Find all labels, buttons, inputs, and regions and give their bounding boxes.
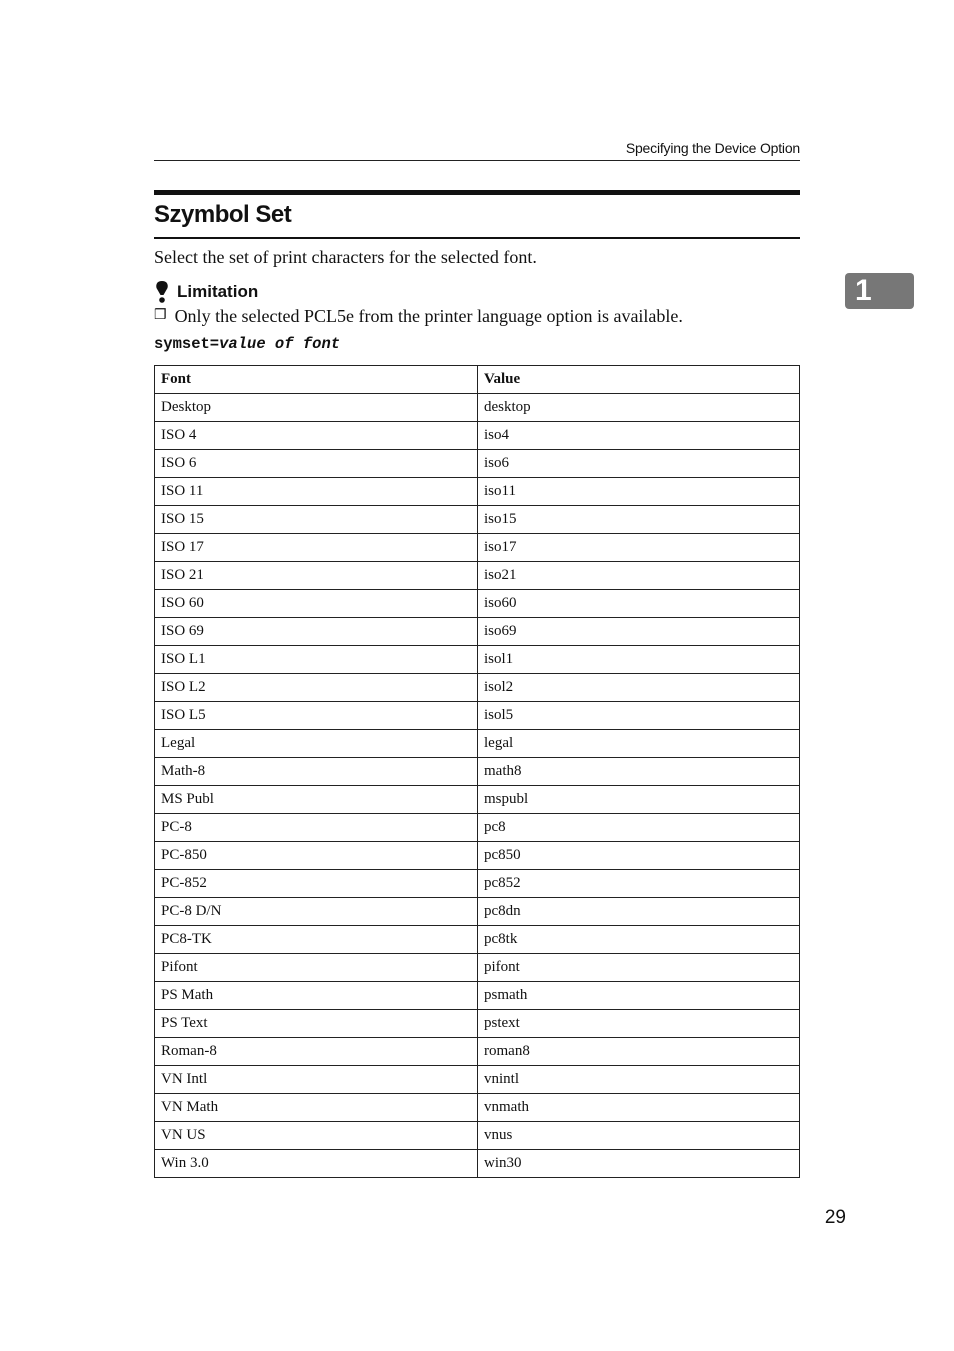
table-row <box>155 478 800 506</box>
table-row <box>155 534 800 562</box>
value-cell: isol1 <box>478 646 800 674</box>
checkbox-icon: ❒ <box>154 308 167 323</box>
value-cell: pstext <box>478 1010 800 1038</box>
font-cell: ISO 6 <box>155 450 478 478</box>
font-cell: ISO L5 <box>155 702 478 730</box>
font-cell: PS Math <box>155 982 478 1010</box>
font-cell: Win 3.0 <box>155 1150 478 1178</box>
table-row <box>155 590 800 618</box>
value-cell: pc8 <box>478 814 800 842</box>
table-row <box>155 1038 800 1066</box>
font-cell: Roman-8 <box>155 1038 478 1066</box>
table-row <box>155 702 800 730</box>
column-header-value: Value <box>478 366 800 394</box>
value-cell: isol2 <box>478 674 800 702</box>
font-cell: PC8-TK <box>155 926 478 954</box>
value-cell: mspubl <box>478 786 800 814</box>
section-title: Szymbol Set <box>154 201 292 228</box>
font-cell: VN US <box>155 1122 478 1150</box>
font-cell: ISO 69 <box>155 618 478 646</box>
running-header-title: Specifying the Device Option <box>625 140 800 156</box>
font-cell: Legal <box>155 730 478 758</box>
table-row <box>155 982 800 1010</box>
limitation-heading <box>154 279 258 305</box>
value-cell: vnmath <box>478 1094 800 1122</box>
symbol-set-table <box>154 365 800 1178</box>
table-row <box>155 1094 800 1122</box>
table-row <box>155 954 800 982</box>
font-cell: ISO L1 <box>155 646 478 674</box>
table-row <box>155 450 800 478</box>
value-cell: iso4 <box>478 422 800 450</box>
font-cell: PC-852 <box>155 870 478 898</box>
chapter-number: 1 <box>855 274 872 307</box>
value-cell: legal <box>478 730 800 758</box>
table-row <box>155 646 800 674</box>
column-header-font: Font <box>155 366 478 394</box>
limitation-item-text: Only the selected PCL5e from the printer language option is available. <box>174 306 683 326</box>
syntax-param: value of font <box>219 335 341 353</box>
font-cell: ISO 4 <box>155 422 478 450</box>
font-cell: ISO 11 <box>155 478 478 506</box>
value-cell: vnintl <box>478 1066 800 1094</box>
font-cell: ISO 15 <box>155 506 478 534</box>
table-row <box>155 674 800 702</box>
table-row <box>155 1150 800 1178</box>
table-row <box>155 786 800 814</box>
font-cell: Pifont <box>155 954 478 982</box>
font-cell: VN Intl <box>155 1066 478 1094</box>
table-row <box>155 394 800 422</box>
table-row <box>155 1066 800 1094</box>
value-cell: iso60 <box>478 590 800 618</box>
font-cell: Math-8 <box>155 758 478 786</box>
table-row <box>155 618 800 646</box>
table-row <box>155 758 800 786</box>
limitation-label: Limitation <box>177 282 259 301</box>
font-cell: MS Publ <box>155 786 478 814</box>
font-cell: Desktop <box>155 394 478 422</box>
chapter-tab <box>845 273 914 309</box>
font-cell: ISO 21 <box>155 562 478 590</box>
table-row <box>155 562 800 590</box>
table-header-row <box>155 366 800 394</box>
table-row <box>155 842 800 870</box>
font-cell: VN Math <box>155 1094 478 1122</box>
value-cell: iso69 <box>478 618 800 646</box>
page-number: 29 <box>824 1207 846 1228</box>
value-cell: math8 <box>478 758 800 786</box>
limitation-item <box>154 304 683 328</box>
value-cell: pc8tk <box>478 926 800 954</box>
value-cell: pifont <box>478 954 800 982</box>
table-row <box>155 814 800 842</box>
font-cell: PS Text <box>155 1010 478 1038</box>
running-header <box>154 138 800 161</box>
title-underline <box>154 237 800 239</box>
value-cell: iso6 <box>478 450 800 478</box>
value-cell: iso17 <box>478 534 800 562</box>
value-cell: iso15 <box>478 506 800 534</box>
section-top-bar <box>154 190 800 195</box>
syntax-prefix: symset= <box>154 335 220 353</box>
table-body <box>155 394 800 1178</box>
syntax-line <box>154 333 340 355</box>
font-cell: ISO L2 <box>155 674 478 702</box>
table-row <box>155 898 800 926</box>
table-row <box>155 1122 800 1150</box>
value-cell: isol5 <box>478 702 800 730</box>
table-row <box>155 870 800 898</box>
value-cell: pc8dn <box>478 898 800 926</box>
font-cell: PC-850 <box>155 842 478 870</box>
font-cell: PC-8 D/N <box>155 898 478 926</box>
value-cell: pc852 <box>478 870 800 898</box>
value-cell: roman8 <box>478 1038 800 1066</box>
limitation-icon <box>154 280 170 304</box>
font-cell: ISO 60 <box>155 590 478 618</box>
section-intro: Select the set of print characters for the selected font. <box>154 247 537 267</box>
value-cell: vnus <box>478 1122 800 1150</box>
value-cell: pc850 <box>478 842 800 870</box>
value-cell: iso11 <box>478 478 800 506</box>
font-cell: PC-8 <box>155 814 478 842</box>
font-cell: ISO 17 <box>155 534 478 562</box>
table-row <box>155 422 800 450</box>
table-row <box>155 506 800 534</box>
table-row <box>155 730 800 758</box>
value-cell: psmath <box>478 982 800 1010</box>
value-cell: win30 <box>478 1150 800 1178</box>
value-cell: iso21 <box>478 562 800 590</box>
value-cell: desktop <box>478 394 800 422</box>
table-row <box>155 1010 800 1038</box>
table-row <box>155 926 800 954</box>
